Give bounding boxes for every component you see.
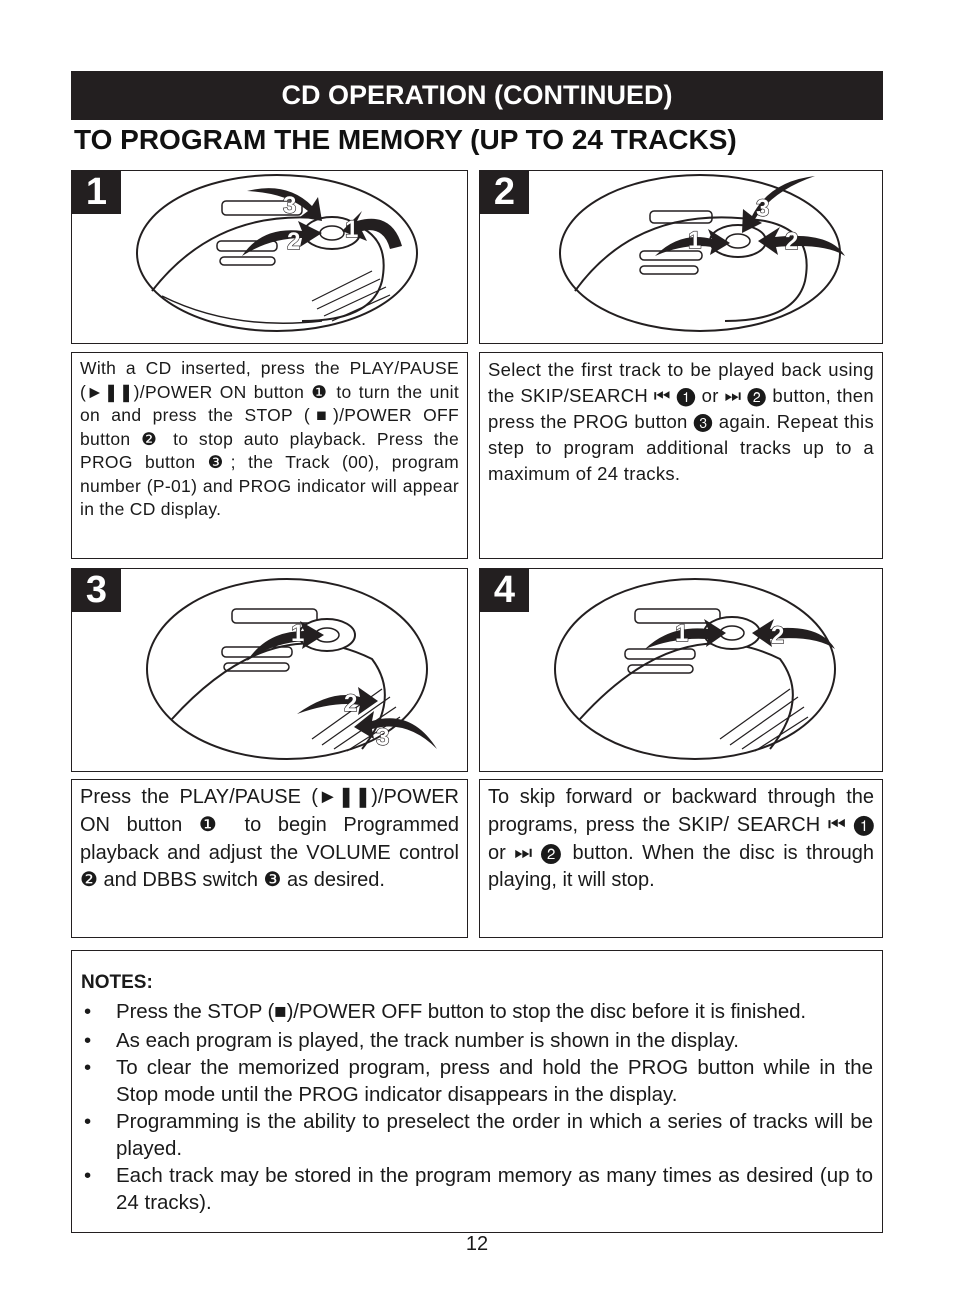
note-text: To clear the memorized program, press and hold the PROG button while in the Stop mode until the PROG indicator disappears in the display. — [116, 1056, 873, 1106]
page-number: 12 — [465, 1233, 489, 1255]
callout-2: 2 — [771, 622, 785, 649]
callout-1: 1 — [688, 227, 702, 254]
step-number: 2 — [480, 171, 529, 214]
step-3-instructions — [71, 779, 468, 938]
step-4-illustration — [479, 568, 883, 772]
list-item — [81, 998, 873, 1025]
bullet-icon: • — [84, 1164, 92, 1187]
step-number: 3 — [72, 569, 121, 612]
list-item — [81, 1162, 873, 1216]
note-text: Press the STOP (■)/POWER OFF button to stop the disc before it is finished. — [116, 1000, 807, 1023]
callout-3: 3 — [283, 192, 297, 219]
step-2-text: Select the first track to be played back using the SKIP/SEARCH ⏮ ❶ or ⏭ ❷ button, then press the PROG button ❸ again. Repeat this step to program additional tracks up to a maximum of 24 tracks. — [488, 359, 874, 484]
notes-heading: NOTES: — [81, 972, 153, 993]
cd-player-drawing — [72, 171, 468, 344]
notes-box — [71, 950, 883, 1233]
callout-3: 3 — [376, 724, 390, 751]
step-number: 4 — [480, 569, 529, 612]
note-text: As each program is played, the track number is shown in the display. — [116, 1029, 739, 1052]
list-item — [81, 1027, 873, 1054]
step-4-text: To skip forward or backward through the programs, press the SKIP/ SEARCH ⏮ ❶ or ⏭ ❷ button. When the disc is through playing, it will stop. — [488, 786, 874, 892]
step-3-text: Press the PLAY/PAUSE (►❚❚)/POWER ON button ❶ to begin Programmed playback and adjust the VOLUME control ❷ and DBBS switch ❸ as desired. — [80, 786, 459, 892]
section-banner: CD OPERATION (CONTINUED) — [71, 71, 883, 120]
step-2-instructions — [479, 352, 883, 559]
bullet-icon: • — [84, 1110, 92, 1133]
step-1-text: With a CD inserted, press the PLAY/PAUSE (►❚❚)/POWER ON button ❶ to turn the unit on and press the STOP (■)/POWER OFF button ❷ to stop auto playback. Press the PROG button ❸; the Track (00), program number (P-01) and PROG indicator will appear in the CD display. — [80, 358, 459, 519]
list-item — [81, 1108, 873, 1162]
step-1-instructions — [71, 352, 468, 559]
bullet-icon: • — [84, 1000, 92, 1023]
callout-2: 2 — [287, 228, 301, 255]
callout-1: 1 — [675, 620, 689, 647]
callout-2: 2 — [344, 690, 358, 717]
callout-1: 1 — [345, 216, 359, 243]
bullet-icon: • — [84, 1056, 92, 1079]
step-4-instructions — [479, 779, 883, 938]
bullet-icon: • — [84, 1029, 92, 1052]
note-text: Each track may be stored in the program memory as many times as desired (up to 24 tracks). — [116, 1164, 873, 1214]
step-1-illustration — [71, 170, 468, 344]
note-text: Programming is the ability to preselect the order in which a series of tracks will be played. — [116, 1110, 873, 1160]
cd-player-drawing — [72, 569, 468, 772]
list-item — [81, 1054, 873, 1108]
step-2-illustration — [479, 170, 883, 344]
cd-player-drawing — [480, 171, 883, 344]
cd-player-drawing — [480, 569, 883, 772]
step-3-illustration — [71, 568, 468, 772]
step-number: 1 — [72, 171, 121, 214]
notes-list — [81, 998, 873, 1216]
callout-3: 3 — [756, 195, 770, 222]
callout-1: 1 — [291, 620, 305, 647]
callout-2: 2 — [785, 228, 799, 255]
page-title: TO PROGRAM THE MEMORY (UP TO 24 TRACKS) — [74, 124, 737, 155]
